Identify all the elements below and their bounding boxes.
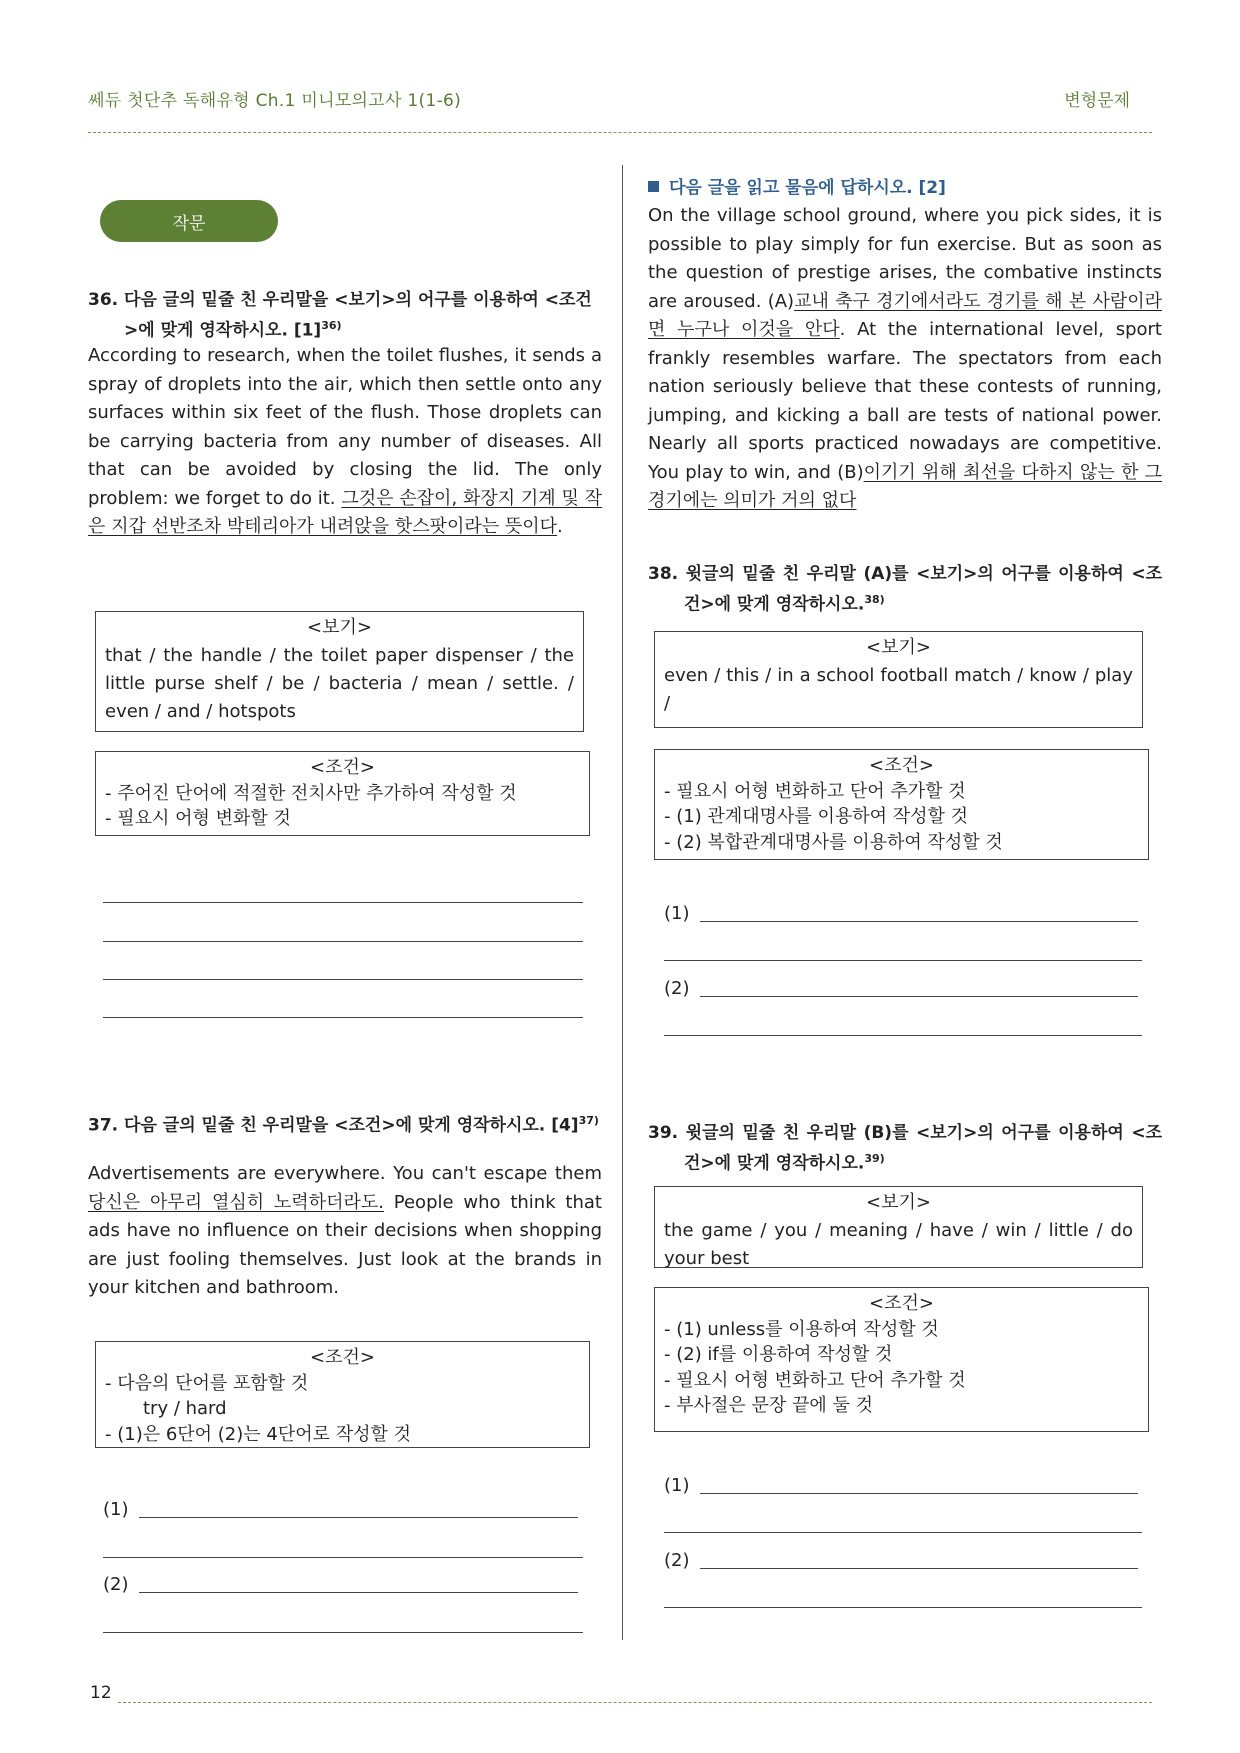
q36-bogi-title: <보기> xyxy=(307,617,372,638)
q39-footnote: 39) xyxy=(864,1152,885,1165)
q38-condition-box xyxy=(654,749,1149,860)
q38-title xyxy=(648,562,1162,618)
passage2-b-label: (B) xyxy=(837,461,864,483)
q36-condition-title: <조건> xyxy=(310,757,375,778)
footer-divider xyxy=(118,1702,1152,1703)
q37-answer-1-line[interactable] xyxy=(139,1517,579,1518)
q37-condition-box xyxy=(95,1341,590,1448)
column-divider xyxy=(622,165,623,1640)
q37-footnote: 37) xyxy=(578,1114,599,1127)
q39-condition-1: - (1) unless를 이용하여 작성할 것 xyxy=(664,1318,939,1340)
q37-answer-1-label: (1) xyxy=(103,1499,129,1520)
q36-condition-2: - 필요시 어형 변화할 것 xyxy=(105,808,291,829)
header-title: 쎄듀 첫단추 독해유형 Ch.1 미니모의고사 1(1-6) xyxy=(88,91,462,111)
q38-answer-2-line[interactable] xyxy=(700,996,1139,997)
passage2-a-underlined: 교내 축구 경기에서라도 경기를 해 본 사람이라면 누구나 이것을 안다 xyxy=(648,290,1163,340)
q36-answer-line-3[interactable] xyxy=(103,979,583,980)
q39-condition-3: - 필요시 어형 변화하고 단어 추가할 것 xyxy=(664,1369,966,1391)
q37-passage-rest: People who think that ads have no influence on their decisions when shopping are just fooling themselves. Just look at the brands in your kitchen and bathroom. xyxy=(88,1191,602,1298)
q37-answer-2[interactable] xyxy=(103,1575,578,1595)
passage2-b-underlined: 이기기 위해 최선을 다하지 않는 한 그 경기에는 의미가 거의 없다 xyxy=(648,461,1162,511)
q38-title-text: 38. 윗글의 밑줄 친 우리말 (A)를 <보기>의 어구를 이용하여 <조건>에 맞게 영작하시오. xyxy=(648,564,1162,615)
q39-condition-4: - 부사절은 문장 끝에 둘 것 xyxy=(664,1395,873,1416)
q37-answer-2-line[interactable] xyxy=(139,1592,579,1593)
passage2-a-label: (A) xyxy=(767,290,795,312)
q38-answer-2-label: (2) xyxy=(664,978,690,999)
q39-answer-1-line[interactable] xyxy=(700,1493,1139,1494)
q38-answer-2[interactable] xyxy=(664,979,1138,999)
q37-condition-3: - (1)은 6단어 (2)는 4단어로 작성할 것 xyxy=(105,1423,411,1445)
q38-answer-1-cont-line[interactable] xyxy=(664,960,1142,961)
q38-footnote: 38) xyxy=(864,593,885,606)
passage2-text-1: On the village school ground, where you pick sides, it is possible to play simply for fun exercise. But as soon as the question of prestige arises, the combative instincts are aroused. xyxy=(648,205,1162,312)
q37-passage xyxy=(88,1160,602,1303)
passage2-text-2: . At the international level, sport frankly resembles warfare. The spectators from each nation seriously believe that these contests of running, jumping, and kicking a ball are tests of national power. Nearly all sports practiced nowadays are competitive. You play to win, and xyxy=(648,319,1162,483)
q36-answer-line-4[interactable] xyxy=(103,1017,583,1018)
q36-answer-line-1[interactable] xyxy=(103,902,583,903)
q37-title-text: 37. 다음 글의 밑줄 친 우리말을 <조건>에 맞게 영작하시오. [4] xyxy=(88,1115,579,1136)
q37-condition-2: try / hard xyxy=(143,1398,227,1419)
q39-answer-2-cont-line[interactable] xyxy=(664,1607,1142,1608)
q39-condition-title: <조건> xyxy=(869,1293,934,1314)
q38-answer-2-cont-line[interactable] xyxy=(664,1035,1142,1036)
q39-answer-2-line[interactable] xyxy=(700,1568,1139,1569)
q36-title xyxy=(88,288,602,344)
q38-answer-1[interactable] xyxy=(664,904,1138,924)
instruction xyxy=(648,176,946,200)
q39-bogi-text: the game / you / meaning / have / win / little / do your best xyxy=(664,1220,1133,1269)
q38-bogi-box xyxy=(654,631,1143,728)
q36-condition-1: - 주어진 단어에 적절한 전치사만 추가하여 작성할 것 xyxy=(105,782,517,804)
q38-answer-1-label: (1) xyxy=(664,903,690,924)
q39-bogi-box xyxy=(654,1186,1143,1268)
q38-condition-2: - (1) 관계대명사를 이용하여 작성할 것 xyxy=(664,806,969,827)
q39-answer-1-label: (1) xyxy=(664,1475,690,1496)
q38-bogi-title: <보기> xyxy=(866,637,931,658)
q36-title-text: 36. 다음 글의 밑줄 친 우리말을 <보기>의 어구를 이용하여 <조건>에 맞게 영작하시오. [1] xyxy=(88,290,592,341)
q39-answer-1-cont-line[interactable] xyxy=(664,1532,1142,1533)
q36-footnote: 36) xyxy=(321,319,342,332)
q38-bogi-text: even / this / in a school football match / know / play / xyxy=(664,665,1133,714)
q38-condition-1: - 필요시 어형 변화하고 단어 추가할 것 xyxy=(664,780,966,802)
q36-bogi-box xyxy=(95,611,584,732)
q37-answer-1-cont-line[interactable] xyxy=(103,1557,583,1558)
q39-answer-2-label: (2) xyxy=(664,1550,690,1571)
q37-title xyxy=(88,1108,602,1139)
section-pill xyxy=(100,200,278,242)
q36-bogi-text: that / the handle / the toilet paper dispenser / the little purse shelf / be / bacteria / mean / settle. / even / and / hotspots xyxy=(105,645,574,722)
q39-answer-1[interactable] xyxy=(664,1476,1138,1496)
q37-answer-1[interactable] xyxy=(103,1500,578,1520)
square-bullet-icon xyxy=(648,181,659,192)
q36-passage-text: According to research, when the toilet flushes, it sends a spray of droplets into the air, which then settle onto any surfaces within six feet of the flush. Those droplets can be carrying bacteria from any number of diseases. All that can be avoided by closing the lid. The only problem: we forget to do it. xyxy=(88,345,602,509)
q37-underlined-korean: 당신은 아무리 열심히 노력하더라도. xyxy=(88,1191,384,1213)
q39-answer-2[interactable] xyxy=(664,1551,1138,1571)
q36-passage-end: . xyxy=(557,516,563,537)
q38-answer-1-line[interactable] xyxy=(700,921,1139,922)
q39-title xyxy=(648,1121,1162,1177)
q37-passage-text: Advertisements are everywhere. You can't escape them xyxy=(88,1163,602,1184)
q36-answer-line-2[interactable] xyxy=(103,941,583,942)
header-label: 변형문제 xyxy=(1064,91,1130,111)
q38-condition-title: <조건> xyxy=(869,755,934,776)
q36-condition-box xyxy=(95,751,590,836)
q37-answer-2-label: (2) xyxy=(103,1574,129,1595)
q36-underlined-korean: 그것은 손잡이, 화장지 기계 및 작은 지갑 선반조차 박테리아가 내려앉을 핫스팟이라는 뜻이다 xyxy=(88,487,603,537)
q36-passage xyxy=(88,342,602,542)
section-pill-label: 작문 xyxy=(172,213,206,234)
q39-condition-box xyxy=(654,1287,1149,1432)
q39-title-text: 39. 윗글의 밑줄 친 우리말 (B)를 <보기>의 어구를 이용하여 <조건>에 맞게 영작하시오. xyxy=(648,1123,1162,1174)
page-number: 12 xyxy=(90,1683,112,1703)
header-divider xyxy=(88,132,1152,133)
q39-condition-2: - (2) if를 이용하여 작성할 것 xyxy=(664,1344,893,1365)
q38-condition-3: - (2) 복합관계대명사를 이용하여 작성할 것 xyxy=(664,831,1003,853)
instruction-text: 다음 글을 읽고 물음에 답하시오. [2] xyxy=(669,178,946,198)
passage2 xyxy=(648,202,1162,516)
q37-answer-2-cont-line[interactable] xyxy=(103,1632,583,1633)
q39-bogi-title: <보기> xyxy=(866,1192,931,1213)
q37-condition-title: <조건> xyxy=(310,1347,375,1368)
q37-condition-1: - 다음의 단어를 포함할 것 xyxy=(105,1372,309,1394)
